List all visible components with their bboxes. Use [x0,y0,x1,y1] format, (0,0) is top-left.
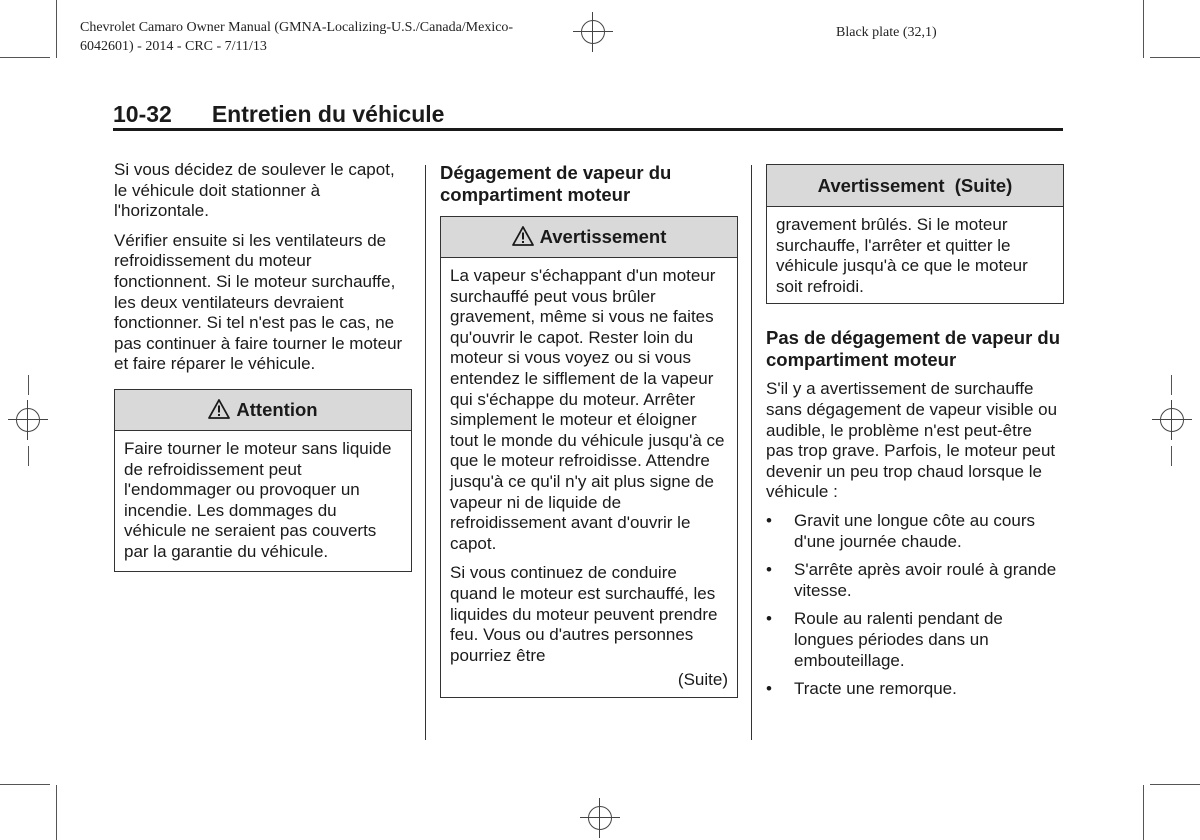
trim-mark [1171,375,1172,395]
section-heading: Pas de dégagement de vapeur du compartiment moteur [766,327,1061,370]
warning-title: Avertissement [539,226,667,247]
warning-continued-body [767,207,1063,303]
section-heading: Dégagement de vapeur du compartiment moteur [440,162,672,205]
bullet-list [766,511,1064,700]
warning-continued-box [766,164,1064,304]
paragraph: Vérifier ensuite si les ventilateurs de refroidissement du moteur fonctionnent. Si le moteur surchauffe, les deux ventilateurs devraient fonctionner. Si tel n'est pas le cas, ne pas continuer à faire tourner le moteur et faire réparer le véhicule. [114,230,403,374]
trim-mark [1150,784,1200,785]
column-2 [440,162,738,698]
title-rule [113,128,1063,131]
trim-mark [0,57,50,58]
print-header-line1: Chevrolet Camaro Owner Manual (GMNA-Localizing-U.S./Canada/Mexico- [80,20,514,35]
paragraph: Si vous décidez de soulever le capot, le véhicule doit stationner à l'horizontale. [114,160,395,221]
page-title [113,101,444,128]
print-header-left [80,18,513,56]
list-item-text: S'arrête après avoir roulé à grande vitesse. [794,560,1057,600]
column-1 [114,160,412,572]
trim-mark [0,784,50,785]
registration-mark-icon [573,12,613,52]
warning-continued-header: Avertissement (Suite) [767,165,1063,207]
page-number: 10-32 [113,101,172,127]
print-header-line2: 6042601) - 2014 - CRC - 7/11/13 [80,39,267,54]
print-header-right: Black plate (32,1) [836,25,937,40]
column-divider [425,165,426,740]
continued-label: (Suite) [677,670,728,690]
paragraph: S'il y a avertissement de surchauffe sans dégagement de vapeur visible ou audible, le problème n'est peut-être pas trop grave. Parfois, le moteur peut devenir un peu trop chaud lorsque le véhicule : [766,379,1058,502]
list-item-text: Roule au ralenti pendant de longues périodes dans un embouteillage. [794,609,1003,670]
list-item-text: Gravit une longue côte au cours d'une journée chaude. [794,510,1035,551]
attention-box-header [115,390,411,431]
warning-text: gravement brûlés. Si le moteur surchauffe, l'arrêter et quitter le véhicule jusqu'à ce que le moteur soit refroidi. [776,215,1028,296]
list-item-text: Tracte une remorque. [794,679,957,699]
warning-box-body [441,258,737,697]
trim-mark [1143,785,1144,840]
attention-title: Attention [236,398,318,420]
list-item [766,560,1064,601]
warning-triangle-icon [208,399,230,419]
attention-box [114,389,412,572]
warning-text: Si vous continuez de conduire quand le moteur est surchauffé, les liquides du moteur peuvent prendre feu. Vous ou d'autres personnes pourriez être [450,563,718,665]
trim-mark [1143,0,1144,58]
warning-text: La vapeur s'échappant d'un moteur surchauffé peut vous brûler gravement, même si vous ne faites qu'ouvrir le capot. Rester loin du moteur si vous voyez ou si vous entendez le sifflement de la vapeur qui s'échappe du moteur. Arrêter simplement le moteur et éloigner tout le monde du véhicule jusqu'à ce que le moteur refroidisse. Attendre jusqu'à ce qu'il n'y ait plus signe de vapeur ni de liquide de refroidissement avant d'ouvrir le capot. [450,266,725,553]
warning-box [440,216,738,698]
column-divider [751,165,752,740]
registration-mark-icon [1152,400,1192,440]
warning-triangle-icon [512,226,534,246]
registration-mark-icon [8,400,48,440]
bullet-icon: • [766,679,772,699]
bullet-icon: • [766,510,772,530]
trim-mark [56,0,57,58]
bullet-icon: • [766,609,772,629]
attention-text: Faire tourner le moteur sans liquide de refroidissement peut l'endommager ou provoquer un incendie. Les dommages du véhicule ne seraient pas couverts par la garantie du véhicule. [124,438,392,561]
bullet-icon: • [766,560,772,580]
registration-mark-icon [580,798,620,838]
warning-box-header [441,217,737,258]
list-item [766,609,1064,671]
trim-mark [28,446,29,466]
trim-mark [1150,57,1200,58]
trim-mark [56,785,57,840]
section-title: Entretien du véhicule [211,101,445,127]
column-3 [766,164,1064,708]
list-item [766,679,1064,700]
list-item [766,511,1064,552]
trim-mark [1171,446,1172,466]
attention-box-body [115,431,411,571]
trim-mark [28,375,29,395]
